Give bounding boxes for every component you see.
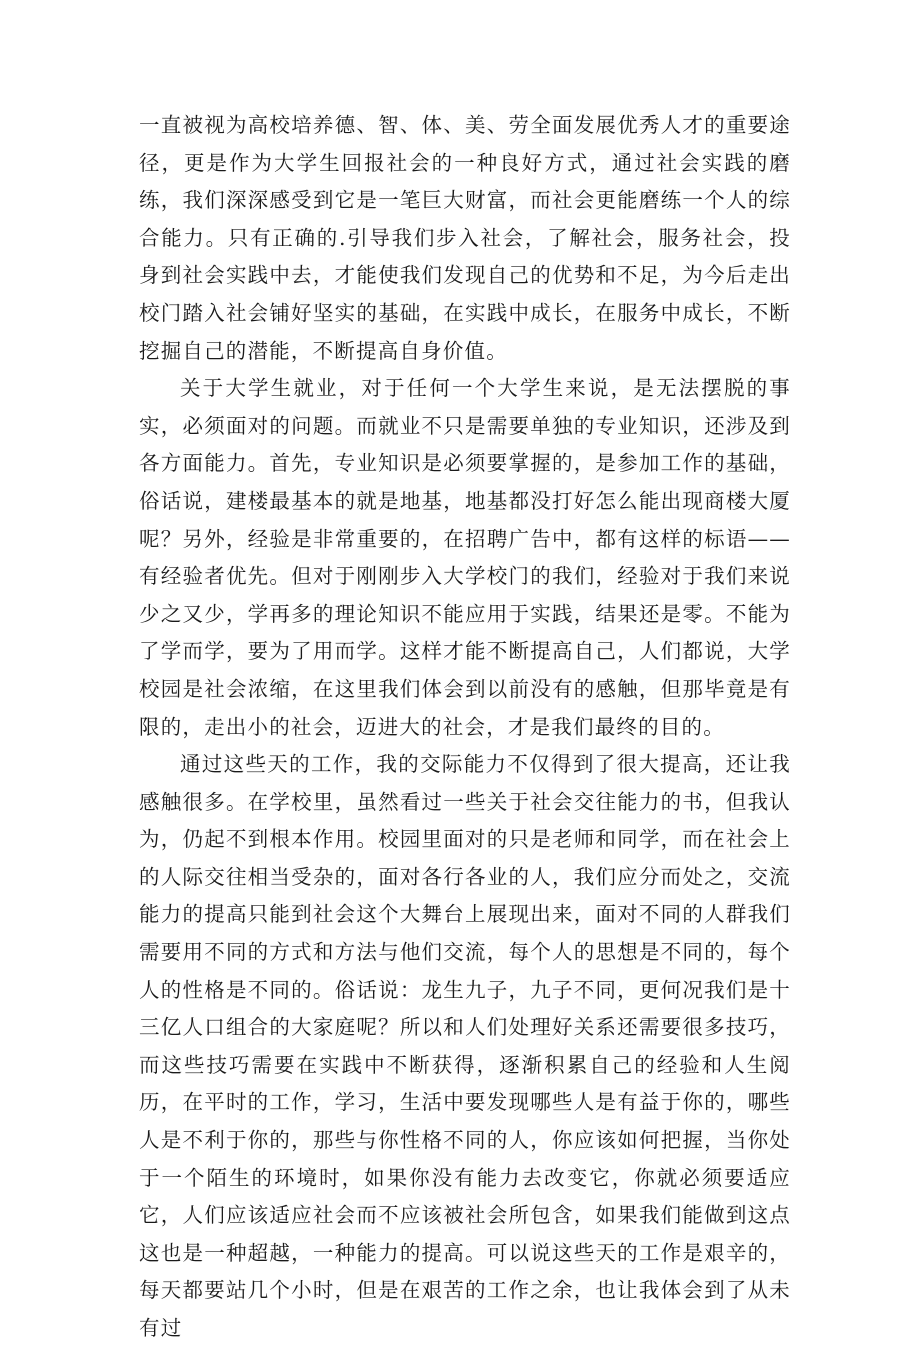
paragraph-3: 通过这些天的工作，我的交际能力不仅得到了很大提高，还让我感触很多。在学校里，虽然看过一些关于社会交往能力的书，但我认为，仍起不到根本作用。校园里面对的只是老师和同学，而在社会上的人际交往相当受杂的，面对各行各业的人，我们应分而处之，交流能力的提高只能到社会这个大舞台上展现出来，面对不同的人群我们需要用不同的方式和方法与他们交流，每个人的思想是不同的，每个人的性格是不同的。俗话说：龙生九子，九子不同，更何况我们是十三亿人口组合的大家庭呢？所以和人们处理好关系还需要很多技巧，而这些技巧需要在实践中不断获得，逐渐积累自己的经验和人生阅历，在平时的工作，学习，生活中要发现哪些人是有益于你的，哪些人是不利于你的，那些与你性格不同的人，你应该如何把握，当你处于一个陌生的环境时，如果你没有能力去改变它，你就必须要适应它，人们应该适应社会而不应该被社会所包含，如果我们能做到这点这也是一种超越，一种能力的提高。可以说这些天的工作是艰辛的，每天都要站几个小时，但是在艰苦的工作之余，也让我体会到了从未有过 [139, 752, 791, 1340]
body-text [139, 107, 791, 1348]
paragraph-1: 一直被视为高校培养德、智、体、美、劳全面发展优秀人才的重要途径，更是作为大学生回报社会的一种良好方式，通过社会实践的磨练，我们深深感受到它是一笔巨大财富，而社会更能磨练一个人的综合能力。只有正确的.引导我们步入社会，了解社会，服务社会，投身到社会实践中去，才能使我们发现自己的优势和不足，为今后走出校门踏入社会铺好坚实的基础，在实践中成长，在服务中成长，不断挖掘自己的潜能，不断提高自身价值。 [139, 113, 791, 363]
paragraph-2: 关于大学生就业，对于任何一个大学生来说，是无法摆脱的事实，必须面对的问题。而就业不只是需要单独的专业知识，还涉及到各方面能力。首先，专业知识是必须要掌握的，是参加工作的基础，俗话说，建楼最基本的就是地基，地基都没打好怎么能出现商楼大厦呢？另外，经验是非常重要的，在招聘广告中，都有这样的标语——有经验者优先。但对于刚刚步入大学校门的我们，经验对于我们来说少之又少，学再多的理论知识不能应用于实践，结果还是零。不能为了学而学，要为了用而学。这样才能不断提高自己，人们都说，大学校园是社会浓缩，在这里我们体会到以前没有的感触，但那毕竟是有限的，走出小的社会，迈进大的社会，才是我们最终的目的。 [139, 376, 791, 739]
